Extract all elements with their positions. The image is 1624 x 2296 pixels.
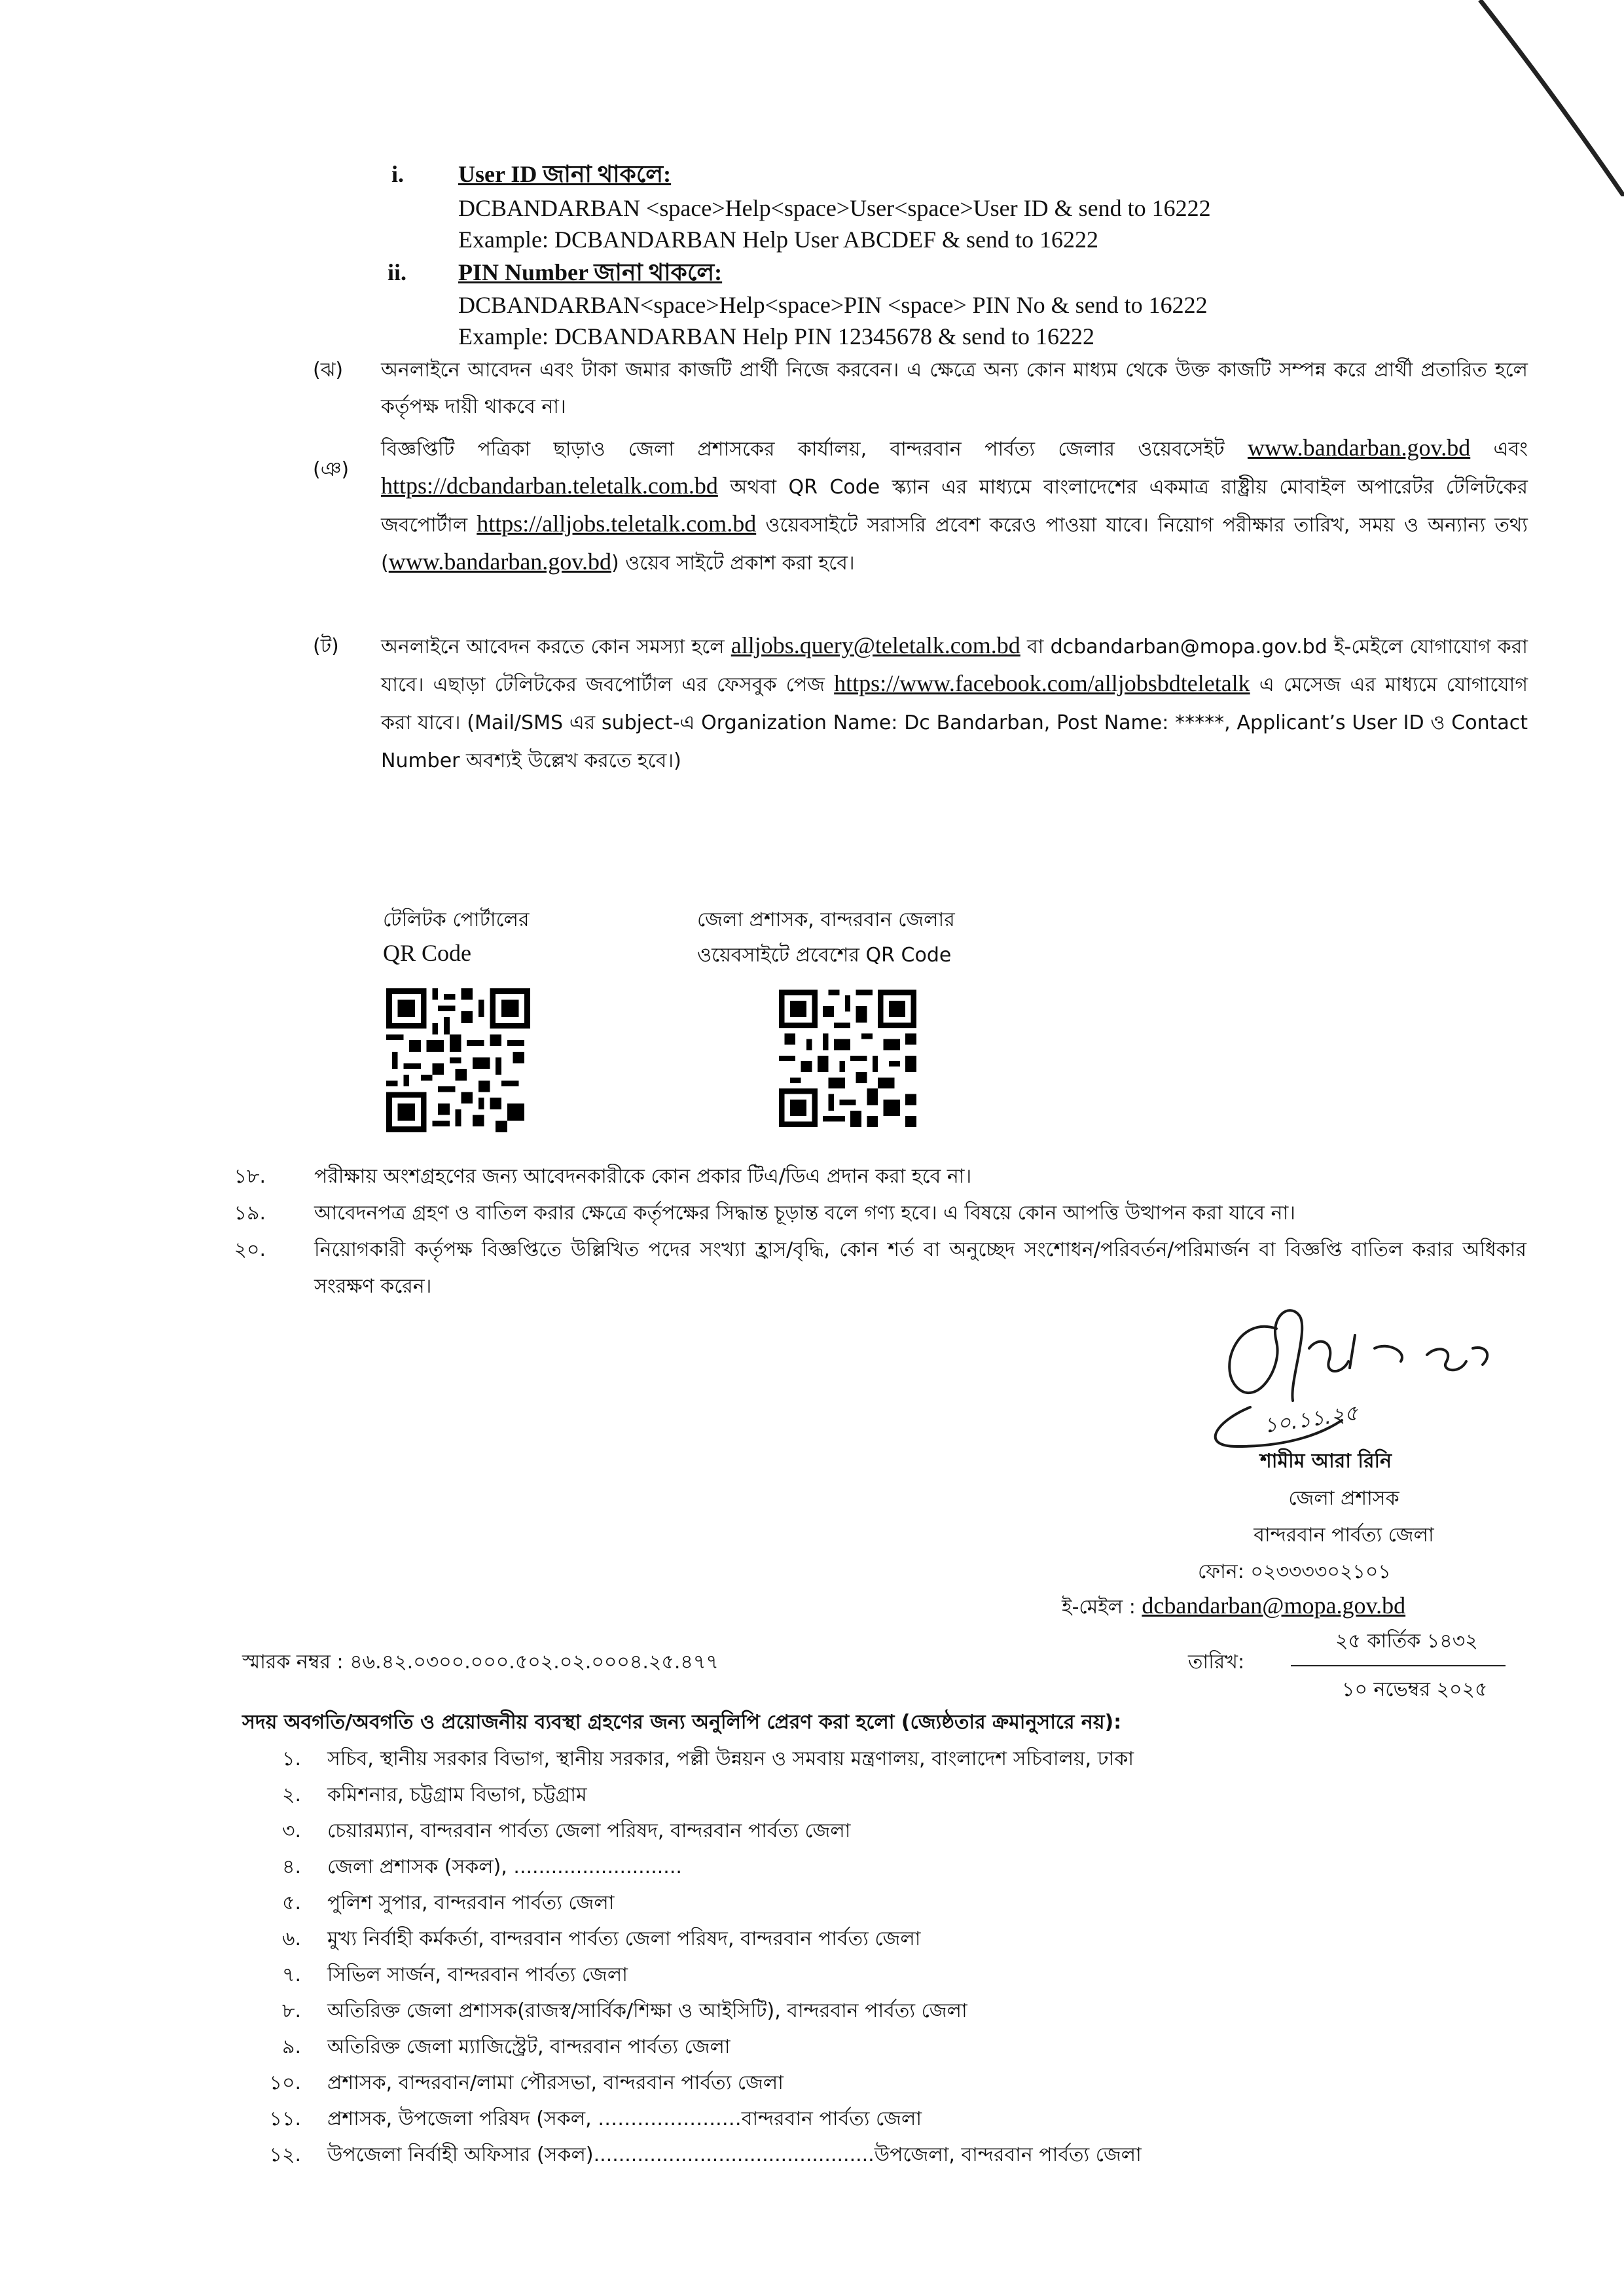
list-item: প্রশাসক, বান্দরবান/লামা পৌরসভা, বান্দরবান পার্বত্য জেলা — [327, 2072, 784, 2094]
dcbandarban-teletalk-link[interactable]: https://dcbandarban.teletalk.com.bd — [381, 473, 718, 499]
clause-marker-nya: (ঞ) — [313, 458, 350, 481]
clause-19-text: আবেদনপত্র গ্রহণ ও বাতিল করার ক্ষেত্রে কর্তৃপক্ষের সিদ্ধান্ত চূড়ান্ত বলে গণ্য হবে। এ বিষয়ে কোন আপত্তি উত্থাপন করা যাবে না। — [314, 1202, 1296, 1225]
bandarban-website-link[interactable]: www.bandarban.gov.bd — [1247, 435, 1471, 461]
sms-marker-i: i. — [391, 161, 405, 187]
list-item: সচিব, স্থানীয় সরকার বিভাগ, স্থানীয় সরকার, পল্লী উন্নয়ন ও সমবায় মন্ত্রণালয়, বাংলাদেশ সচিবালয়, ঢাকা — [327, 1748, 1134, 1770]
qr-left-caption-2: QR Code — [383, 940, 471, 966]
sms-pin-example: Example: DCBANDARBAN Help PIN 12345678 & send to 16222 — [458, 323, 1094, 350]
facebook-page-link[interactable]: https://www.facebook.com/alljobsbdteletalk — [834, 670, 1250, 696]
clause-ta-text: অনলাইনে আবেদন করতে কোন সমস্যা হলে alljobs.query@teletalk.com.bd বা dcbandarban@mopa.gov.bd ই-মেইলে যোগাযোগ করা যাবে। এছাড়া টেলিটকের জবপোর্টাল এর ফেসবুক পেজ https://www.facebook.com/alljobsbdteletalk এ মেসেজ এর মাধ্যমে যোগাযোগ করা যাবে। (Mail/SMS এর subject-এ Organization Name: Dc Bandarban, Post Name: *****, Applicant’s User ID ও Contact Number অবশ্যই উল্লেখ করতে হবে।) — [381, 632, 1528, 772]
alljobs-query-email-link[interactable]: alljobs.query@teletalk.com.bd — [731, 632, 1020, 658]
list-item-number: ৪. — [281, 1856, 301, 1878]
list-item: মুখ্য নির্বাহী কর্মকর্তা, বান্দরবান পার্বত্য জেলা পরিষদ, বান্দরবান পার্বত্য জেলা — [327, 1928, 921, 1950]
sms-title-user-id: User ID জানা থাকলে: — [458, 161, 672, 187]
list-item-number: ৭. — [281, 1964, 301, 1986]
qr-right-caption-1: জেলা প্রশাসক, বান্দরবান জেলার — [697, 908, 955, 931]
list-item: অতিরিক্ত জেলা প্রশাসক(রাজস্ব/সার্বিক/শিক্ষা ও আইসিটি), বান্দরবান পার্বত্য জেলা — [327, 2000, 967, 2022]
list-item-number: ৮. — [281, 2000, 301, 2022]
distribution-heading: সদয় অবগতি/অবগতি ও প্রয়োজনীয় ব্যবস্থা গ্রহণের জন্য অনুলিপি প্রেরণ করা হলো (জ্যেষ্ঠতার ক্রমানুসারে নয়): — [242, 1711, 1122, 1734]
alljobs-teletalk-link[interactable]: https://alljobs.teletalk.com.bd — [477, 511, 757, 537]
clause-nya-text: বিজ্ঞপ্তিটি পত্রিকা ছাড়াও জেলা প্রশাসকের কার্যালয়, বান্দরবান পার্বত্য জেলার ওয়েবসেইট www.bandarban.gov.bd এবং https://dcbandarban.teletalk.com.bd অথবা QR Code স্ক্যান এর মাধ্যমে বাংলাদেশের একমাত্র রাষ্ট্রীয় মোবাইল অপারেটর টেলিটকের জবপোর্টাল https://alljobs.teletalk.com.bd ওয়েবসাইটে সরাসরি প্রবেশ করেও পাওয়া যাবে। নিয়োগ পরীক্ষার তারিখ, সময় ও অন্যান্য তথ্য (www.bandarban.gov.bd) ওয়েব সাইটে প্রকাশ করা হবে। — [381, 435, 1528, 575]
signatory-phone: ফোন: ০২৩৩৩৩০২১০১ — [1198, 1560, 1391, 1583]
date-divider-line — [1291, 1665, 1506, 1666]
signatory-name: শামীম আরা রিনি — [1260, 1450, 1392, 1473]
list-item: সিভিল সার্জন, বান্দরবান পার্বত্য জেলা — [327, 1964, 628, 1986]
teletalk-portal-qr-code[interactable] — [386, 988, 530, 1132]
sms-user-id-example: Example: DCBANDARBAN Help User ABCDEF & send to 16222 — [458, 226, 1098, 253]
list-item-number: ১০. — [269, 2072, 301, 2094]
sms-user-id-format: DCBANDARBAN <space>Help<space>User<space>User ID & send to 16222 — [458, 195, 1211, 221]
signatory-email-link[interactable]: dcbandarban@mopa.gov.bd — [1142, 1592, 1406, 1619]
clause-marker-ta: (ট) — [313, 635, 339, 658]
signatory-designation: জেলা প্রশাসক — [1288, 1487, 1399, 1510]
sms-title-pin: PIN Number জানা থাকলে: — [458, 259, 723, 285]
dc-website-qr-code[interactable] — [779, 990, 916, 1127]
memo-date-english: ১০ নভেম্বর ২০২৫ — [1342, 1678, 1488, 1701]
qr-right-caption-2: ওয়েবসাইটে প্রবেশের QR Code — [697, 944, 952, 967]
list-item-number: ৯. — [281, 2036, 301, 2058]
list-item: অতিরিক্ত জেলা ম্যাজিস্ট্রেট, বান্দরবান পার্বত্য জেলা — [327, 2036, 731, 2058]
clause-marker-jha: (ঝ) — [313, 359, 344, 382]
list-item-number: ১. — [281, 1748, 301, 1770]
memo-date-label: তারিখ: — [1188, 1651, 1245, 1674]
list-item-number: ৫. — [281, 1892, 301, 1914]
list-item-number: ৬. — [281, 1928, 301, 1950]
corner-fold-mark — [1454, 0, 1624, 196]
clause-jha-text: অনলাইনে আবেদন এবং টাকা জমার কাজটি প্রার্থী নিজে করবেন। এ ক্ষেত্রে অন্য কোন মাধ্যম থেকে উক্ত কাজটি সম্পন্ন করে প্রার্থী প্রতারিত হলে কর্তৃপক্ষ দায়ী থাকবে না। — [381, 359, 1528, 418]
signatory-email-row: ই-মেইল : dcbandarban@mopa.gov.bd — [1062, 1592, 1406, 1619]
qr-left-caption-1: টেলিটক পোর্টালের — [383, 908, 530, 931]
list-item: জেলা প্রশাসক (সকল), ........................... — [327, 1856, 682, 1878]
bandarban-website-link-2[interactable]: www.bandarban.gov.bd — [388, 548, 611, 575]
list-item: চেয়ারম্যান, বান্দরবান পার্বত্য জেলা পরিষদ, বান্দরবান পার্বত্য জেলা — [327, 1820, 851, 1842]
list-item: পুলিশ সুপার, বান্দরবান পার্বত্য জেলা — [327, 1892, 615, 1914]
signature-handwritten-date: ১০.১১.২৫ — [1262, 1400, 1360, 1438]
list-item-number: ১২. — [269, 2144, 301, 2166]
clause-18-text: পরীক্ষায় অংশগ্রহণের জন্য আবেদনকারীকে কোন প্রকার টিএ/ডিএ প্রদান করা হবে না। — [314, 1165, 972, 1188]
memo-date-bangla: ২৫ কার্তিক ১৪৩২ — [1335, 1630, 1478, 1653]
clause-num-19: ১৯. — [234, 1202, 266, 1225]
clause-20-text: নিয়োগকারী কর্তৃপক্ষ বিজ্ঞপ্তিতে উল্লিখিত পদের সংখ্যা হ্রাস/বৃদ্ধি, কোন শর্ত বা অনুচ্ছেদ সংশোধন/পরিবর্তন/পরিমার্জন বা বিজ্ঞপ্তি বাতিল করার অধিকার সংরক্ষণ করেন। — [314, 1238, 1526, 1298]
list-item-number: ১১. — [269, 2108, 301, 2130]
list-item: উপজেলা নির্বাহী অফিসার (সকল).............................................উপজেলা, বান্দরবান পার্বত্য জেলা — [327, 2144, 1142, 2166]
list-item: প্রশাসক, উপজেলা পরিষদ (সকল, ……………….…বান্দরবান পার্বত্য জেলা — [327, 2108, 922, 2130]
clause-num-18: ১৮. — [234, 1165, 266, 1188]
list-item-number: ৩. — [281, 1820, 301, 1842]
list-item: কমিশনার, চট্টগ্রাম বিভাগ, চট্টগ্রাম — [327, 1784, 587, 1806]
memo-number-row: স্মারক নম্বর : ৪৬.৪২.০৩০০.০০০.৫০২.০২.০০০৪.২৫.৪৭৭ — [242, 1651, 719, 1674]
sms-marker-ii: ii. — [388, 259, 407, 285]
sms-pin-format: DCBANDARBAN<space>Help<space>PIN <space> PIN No & send to 16222 — [458, 292, 1208, 318]
list-item-number: ২. — [281, 1784, 301, 1806]
signatory-district: বান্দরবান পার্বত্য জেলা — [1254, 1524, 1434, 1547]
clause-num-20: ২০. — [234, 1238, 266, 1261]
memo-number: ৪৬.৪২.০৩০০.০০০.৫০২.০২.০০০৪.২৫.৪৭৭ — [350, 1651, 719, 1674]
